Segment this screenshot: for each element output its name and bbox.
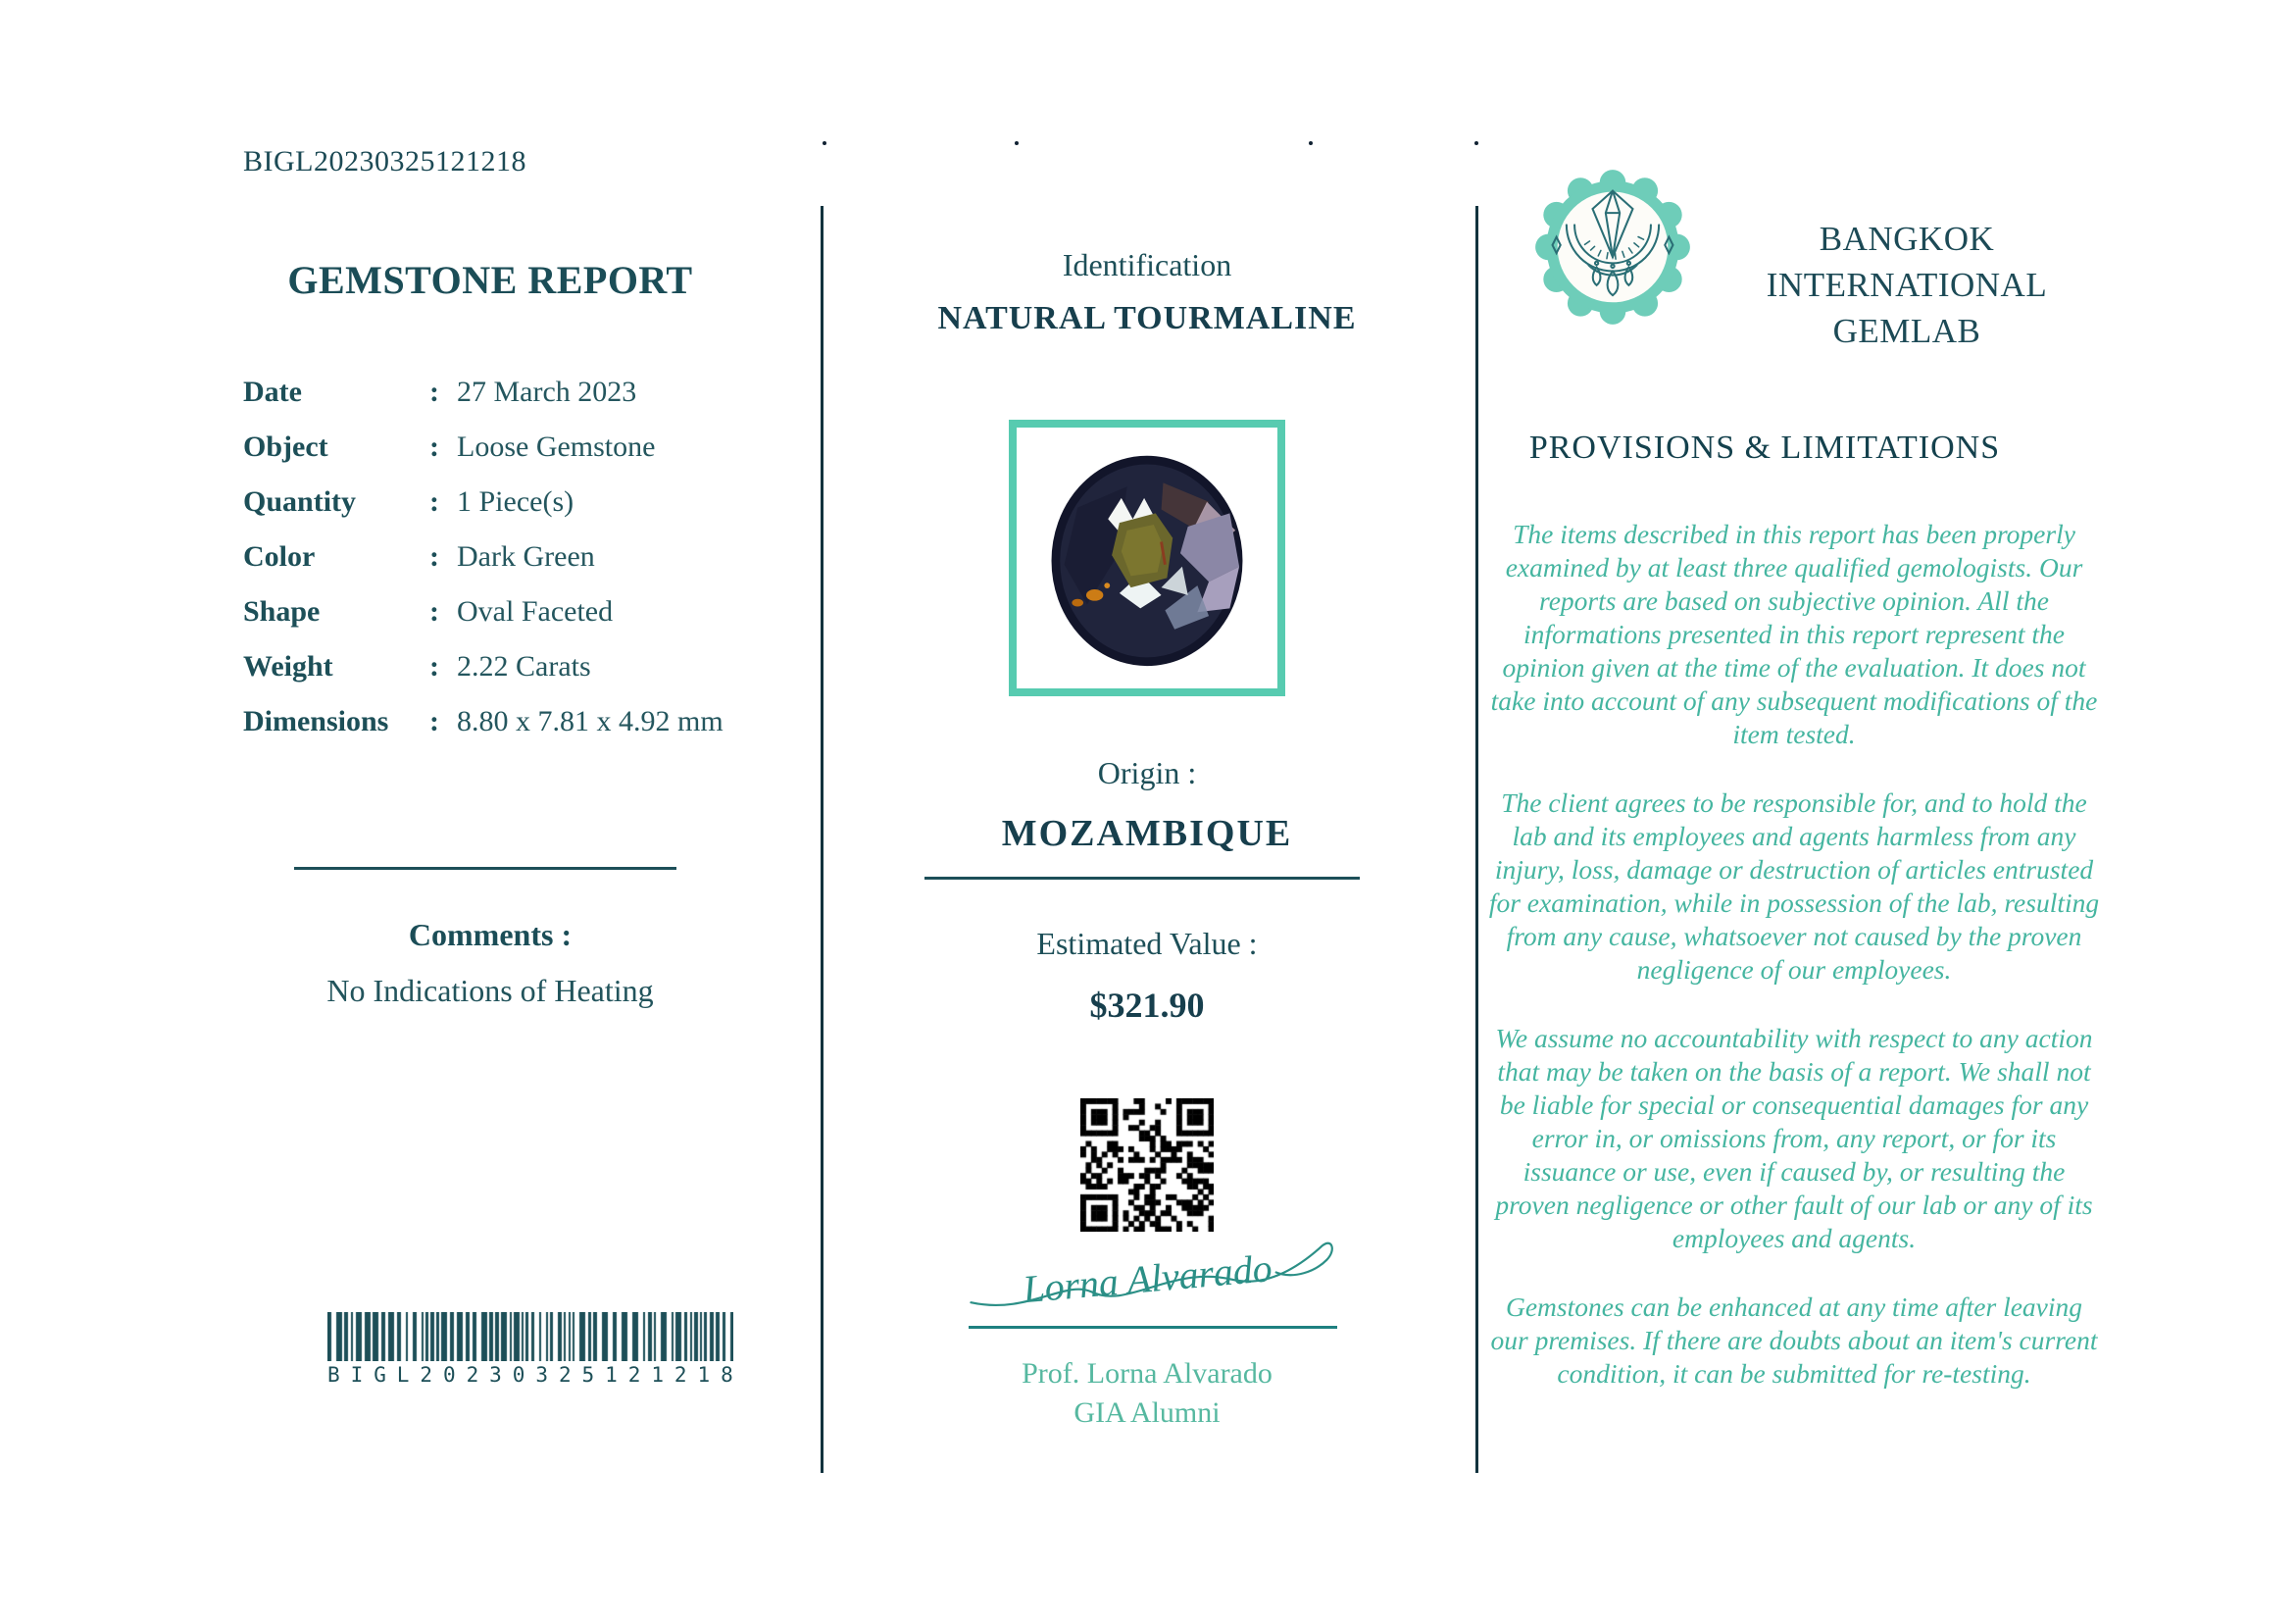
table-row bbox=[243, 365, 773, 420]
signature-text: Lorna Alvarado bbox=[1021, 1246, 1274, 1312]
middle-divider-line bbox=[924, 877, 1360, 880]
table-row bbox=[243, 694, 773, 749]
report-number: BIGL20230325121218 bbox=[243, 145, 526, 177]
field-value-color: Dark Green bbox=[457, 540, 595, 573]
report-title: GEMSTONE REPORT bbox=[287, 258, 693, 302]
field-colon: : bbox=[429, 431, 439, 463]
field-label-weight: Weight bbox=[243, 650, 333, 683]
comments-divider-line bbox=[294, 867, 676, 870]
table-row bbox=[243, 639, 773, 694]
table-row bbox=[243, 584, 773, 639]
field-label-color: Color bbox=[243, 540, 316, 573]
provisions-paragraph-4: Gemstones can be enhanced at any time after leaving our premises. If there are doubts about an item's current condition, it can be submitted for re-testing. bbox=[1490, 1292, 2098, 1389]
provisions-paragraph-2: The client agrees to be responsible for, and to hold the lab and its employees and agents harmless from any injury, loss, damage or destruction of articles entrusted for examination, while in possession of the lab, resulting from any cause, whatsoever not caused by the proven negligence of our employees. bbox=[1488, 787, 2100, 985]
field-colon: : bbox=[429, 705, 439, 737]
registration-dot bbox=[1474, 141, 1478, 145]
registration-dot bbox=[1015, 141, 1019, 145]
field-label-date: Date bbox=[243, 376, 302, 408]
report-fields-table bbox=[243, 365, 773, 749]
field-value-quantity: 1 Piece(s) bbox=[457, 485, 574, 518]
estimated-value-heading: Estimated Value : bbox=[1036, 926, 1258, 961]
registration-dot bbox=[823, 141, 826, 145]
field-colon: : bbox=[429, 485, 439, 518]
gemstone-photo bbox=[1021, 431, 1273, 684]
origin-heading: Origin : bbox=[1097, 755, 1197, 790]
table-row bbox=[243, 530, 773, 584]
barcode bbox=[327, 1312, 733, 1387]
signature bbox=[966, 1228, 1338, 1326]
field-label-quantity: Quantity bbox=[243, 485, 357, 518]
field-value-object: Loose Gemstone bbox=[457, 431, 656, 463]
field-value-dimensions: 8.80 x 7.81 x 4.92 mm bbox=[457, 705, 724, 737]
qr-code bbox=[1080, 1098, 1214, 1232]
field-colon: : bbox=[429, 376, 439, 408]
field-label-shape: Shape bbox=[243, 595, 321, 628]
signature-line bbox=[969, 1326, 1337, 1329]
lab-name-line1: BANGKOK bbox=[1819, 220, 1995, 258]
gemlab-logo bbox=[1532, 167, 1693, 331]
gemstone-photo-frame bbox=[1009, 420, 1285, 696]
field-value-weight: 2.22 Carats bbox=[457, 650, 591, 683]
field-label-dimensions: Dimensions bbox=[243, 705, 389, 737]
provisions-paragraph-1: The items described in this report has been properly examined by at least three qualified gemologists. Our reports are based on subjective opinion. All the informations presented in this report represent the opinion given at the time of the evaluation. It does not take into account of any subsequent modifications of the item tested. bbox=[1490, 519, 2098, 749]
comments-text: No Indications of Heating bbox=[326, 973, 654, 1008]
lab-name-line3: GEMLAB bbox=[1832, 312, 1981, 350]
lab-name-line2: INTERNATIONAL bbox=[1766, 266, 2048, 304]
registration-dot bbox=[1309, 141, 1313, 145]
barcode-bars bbox=[327, 1312, 733, 1361]
field-colon: : bbox=[429, 540, 439, 573]
provisions-text bbox=[1485, 518, 2103, 1426]
provisions-heading: PROVISIONS & LIMITATIONS bbox=[1528, 430, 2001, 466]
barcode-label: B I G L 2 0 2 3 0 3 2 5 1 2 1 2 1 8 bbox=[327, 1363, 733, 1387]
lab-name bbox=[1701, 216, 2113, 354]
signatory-credential: GIA Alumni bbox=[1073, 1396, 1221, 1429]
origin-value: MOZAMBIQUE bbox=[1001, 813, 1293, 854]
table-row bbox=[243, 475, 773, 530]
gemstone-species: NATURAL TOURMALINE bbox=[937, 300, 1357, 336]
field-colon: : bbox=[429, 650, 439, 683]
provisions-paragraph-3: We assume no accountability with respect to any action that may be taken on the basis of a report. We shall not be liable for special or consequential damages for any error in, or omissions from, any report, or for its issuance or use, even if caused by, or resulting the proven negligence or other fault of our lab or any of its employees and agents. bbox=[1495, 1023, 2093, 1253]
comments-heading: Comments : bbox=[408, 917, 573, 952]
field-label-object: Object bbox=[243, 431, 328, 463]
signatory-name: Prof. Lorna Alvarado bbox=[1022, 1357, 1273, 1390]
table-row bbox=[243, 420, 773, 475]
column-divider-right bbox=[1475, 206, 1478, 1473]
field-value-date: 27 March 2023 bbox=[457, 376, 637, 408]
column-divider-left bbox=[821, 206, 824, 1473]
field-value-shape: Oval Faceted bbox=[457, 595, 614, 628]
identification-heading: Identification bbox=[1062, 247, 1232, 282]
estimated-value-amount: $321.90 bbox=[1089, 986, 1205, 1025]
field-colon: : bbox=[429, 595, 439, 628]
